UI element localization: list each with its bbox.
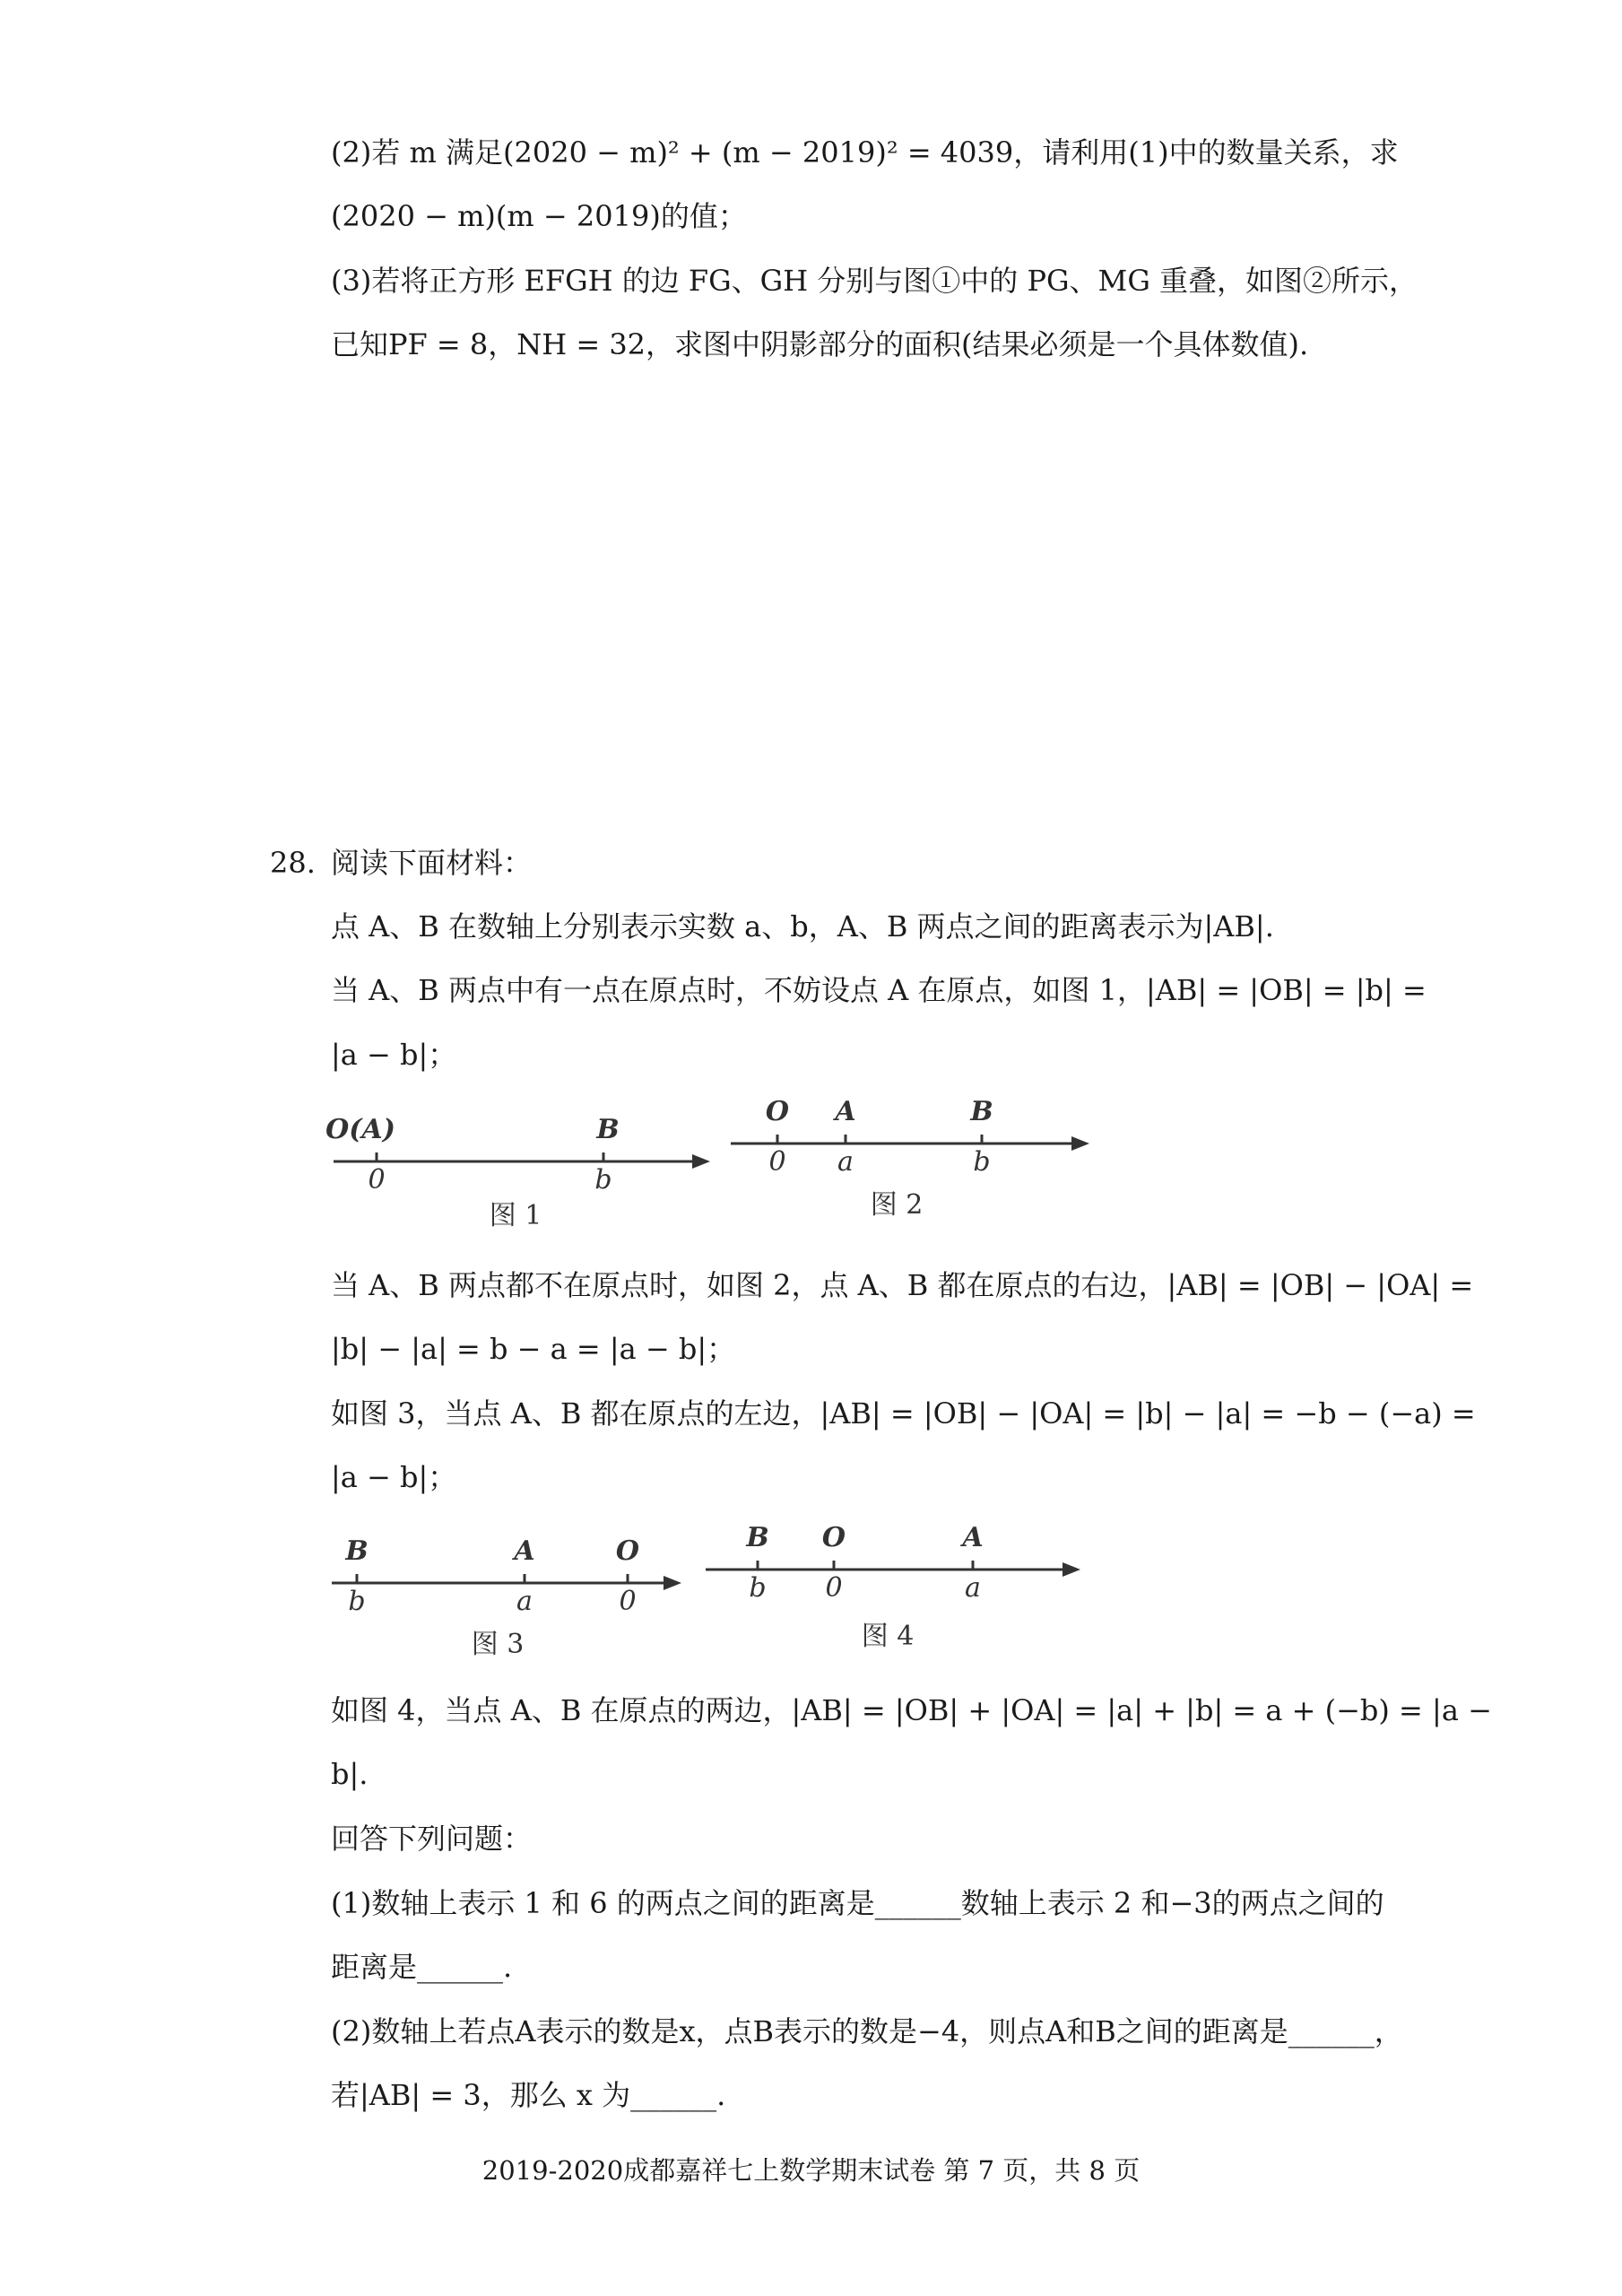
p28-answer-intro: 回答下列问题： xyxy=(331,1822,533,1856)
fig3-label-b: B xyxy=(345,1535,369,1567)
fig1-value-o: 0 xyxy=(368,1164,386,1196)
p28-para4-line2: |a − b|； xyxy=(331,1460,457,1494)
fig4-label-a: A xyxy=(962,1522,984,1553)
p28-para5-line2: b|. xyxy=(331,1757,369,1791)
fig3-caption: 图 3 xyxy=(471,1629,525,1660)
fig4-label-b: B xyxy=(746,1522,769,1553)
p27-part3-line1: (3)若将正方形 EFGH 的边 FG、GH 分别与图①中的 PG、MG 重叠，如图②所示， xyxy=(331,264,1418,298)
p28-q2-line1: (2)数轴上若点A表示的数是x，点B表示的数是−4，则点A和B之间的距离是______， xyxy=(331,2014,1403,2048)
fig2-label-b: B xyxy=(970,1096,993,1127)
p28-para2-line1: 当 A、B 两点中有一点在原点时，不妨设点 A 在原点，如图 1，|AB| = |OB| = |b| = xyxy=(331,973,1427,1007)
fig2-value-b: b xyxy=(973,1146,991,1178)
fig1-label-o: O(A) xyxy=(325,1114,395,1145)
fig3-value-b: b xyxy=(348,1586,366,1617)
p27-part2-line1: (2)若 m 满足(2020 − m)² + (m − 2019)² = 4039，请利用(1)中的数量关系，求 xyxy=(331,135,1399,170)
fig2-axis-arrow xyxy=(1071,1136,1089,1151)
fig4-axis-arrow xyxy=(1063,1562,1080,1577)
fig4-value-b: b xyxy=(749,1572,767,1604)
fig1-value-b: b xyxy=(594,1164,612,1196)
fig3-label-o: O xyxy=(615,1535,640,1567)
p28-number: 28. xyxy=(270,846,316,880)
fig2-value-a: a xyxy=(837,1146,854,1178)
p28-para2-line2: |a − b|； xyxy=(331,1038,457,1072)
figure-1 xyxy=(323,1108,717,1233)
fig1-axis-arrow xyxy=(692,1154,710,1169)
p27-part3-line2: 已知PF = 8，NH = 32，求图中阴影部分的面积(结果必须是一个具体数值). xyxy=(331,327,1309,361)
p28-para4-line1: 如图 3，当点 A、B 都在原点的左边，|AB| = |OB| − |OA| = |b| − |a| = −b − (−a) = xyxy=(331,1396,1476,1431)
fig3-value-o: 0 xyxy=(619,1586,637,1617)
p27-part2-line2: (2020 − m)(m − 2019)的值； xyxy=(331,199,747,233)
fig3-value-a: a xyxy=(516,1586,533,1617)
fig2-label-a: A xyxy=(835,1096,856,1127)
fig4-caption: 图 4 xyxy=(861,1621,915,1652)
page-footer: 2019-2020成都嘉祥七上数学期末试卷 第 7 页，共 8 页 xyxy=(481,2155,1141,2186)
p28-intro: 阅读下面材料： xyxy=(331,846,533,880)
p28-q1-line1: (1)数轴上表示 1 和 6 的两点之间的距离是______数轴上表示 2 和−3的两点之间的 xyxy=(331,1886,1384,1920)
fig1-caption: 图 1 xyxy=(489,1200,542,1231)
fig3-label-a: A xyxy=(514,1535,535,1567)
fig2-label-o: O xyxy=(765,1096,790,1127)
p28-para3-line2: |b| − |a| = b − a = |a − b|； xyxy=(331,1332,736,1366)
p28-para5-line1: 如图 4，当点 A、B 在原点的两边，|AB| = |OB| + |OA| = |a| + |b| = a + (−b) = |a − xyxy=(331,1693,1492,1727)
fig4-value-a: a xyxy=(965,1572,981,1604)
p28-para1: 点 A、B 在数轴上分别表示实数 a、b，A、B 两点之间的距离表示为|AB|. xyxy=(331,909,1274,944)
p28-q2-line2: 若|AB| = 3，那么 x 为______. xyxy=(331,2078,726,2112)
p28-q1-line2: 距离是______. xyxy=(331,1950,513,1984)
figure-3 xyxy=(323,1529,690,1664)
figure-2 xyxy=(722,1090,1098,1224)
fig3-axis-arrow xyxy=(664,1576,681,1590)
fig2-value-o: 0 xyxy=(768,1146,786,1178)
fig4-value-o: 0 xyxy=(825,1572,843,1604)
fig4-label-o: O xyxy=(821,1522,846,1553)
fig2-caption: 图 2 xyxy=(870,1189,924,1221)
p28-para3-line1: 当 A、B 两点都不在原点时，如图 2，点 A、B 都在原点的右边，|AB| = |OB| − |OA| = xyxy=(331,1268,1474,1302)
figure-4 xyxy=(695,1516,1089,1659)
fig1-label-b: B xyxy=(596,1114,620,1145)
